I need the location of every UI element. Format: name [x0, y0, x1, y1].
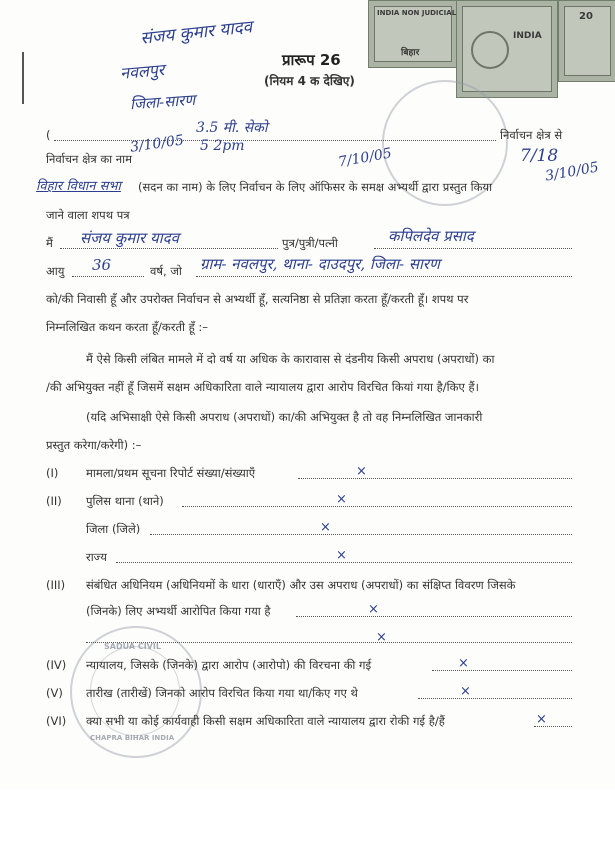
handwritten-date-signature: 7/10/05	[337, 145, 393, 171]
item-2-text: पुलिस थाना (थाने)	[86, 494, 164, 508]
relation-label: पुत्र/पुत्री/पत्नी	[282, 236, 338, 250]
cross-mark-5: ×	[368, 602, 379, 617]
cross-mark-1: ×	[356, 464, 367, 479]
name-prefix: मैं	[46, 236, 53, 250]
handwritten-date-right-top: 7/18	[520, 146, 559, 166]
handwritten-date-left: 3/10/05	[129, 132, 185, 156]
item-1-text: मामला/प्रथम सूचना रिपोर्ट संख्या/संख्याएँ	[86, 466, 256, 480]
margin-mark	[22, 52, 24, 104]
item-2-state: राज्य	[86, 550, 107, 564]
item-2-number: (II)	[46, 494, 62, 508]
father-name: कपिलदेव प्रसाद	[388, 227, 474, 245]
item-2-district: जिला (जिले)	[86, 522, 141, 536]
item-4-text: न्यायालय, जिसके (जिनके) द्वारा आरोप (आरोपो) की विरचना की गई	[86, 658, 372, 672]
handwritten-top-name: संजय कुमार यादव	[139, 17, 253, 49]
item-3-text-cont: (जिनके) लिए अभ्यर्थी आरोपित किया गया है	[86, 604, 271, 618]
cross-mark-2: ×	[336, 492, 347, 507]
age-label: आयु	[46, 264, 65, 278]
item-3-number: (III)	[46, 578, 66, 592]
cross-mark-3: ×	[320, 520, 331, 535]
handwritten-time: 3.5 मी. सेको	[196, 120, 268, 136]
address-value: ग्राम- नवलपुर, थाना- दाउदपुर, जिला- सारण	[200, 255, 440, 273]
handwritten-date-right: 3/10/05	[544, 159, 600, 185]
rule-reference: (नियम 4 क देखिए)	[264, 74, 355, 88]
para2-line1: (यदि अभिसाक्षी ऐसे किसी अपराध (अपराधों) का/की अभियुक्त है तो वह निम्नलिखित जानकारी	[86, 410, 483, 424]
form-title: प्रारूप 26	[282, 51, 341, 69]
item-6-text: क्या सभी या कोई कार्यवाही किसी सक्षम अधिकारिता वाले न्यायालय द्वारा रोकी गई है/हैं	[86, 714, 445, 728]
scan-background	[0, 790, 615, 860]
seal-text-top: SADUA CIVIL	[104, 642, 161, 651]
handwritten-top-village: नवलपुर	[119, 60, 166, 83]
cross-mark-9: ×	[536, 712, 547, 727]
item-1-number: (I)	[46, 466, 59, 480]
resident-line-2: निम्नलिखित कथन करता हूँ/करती हूँ :–	[46, 320, 209, 334]
resident-line-1: को/की निवासी हूँ और उपरोक्त निर्वाचन से अभ्यर्थी हूँ, सत्यनिष्ठा से प्रतिज्ञा करता हूँ/करती हूँ। शपथ पर	[46, 292, 469, 306]
cross-mark-8: ×	[460, 684, 471, 699]
stamp-emblem-icon	[471, 31, 509, 69]
para1-line1: मैं ऐसे किसी लंबित मामले में दो वर्ष या अधिक के कारावास से दंडनीय किसी अपराध (अपराधों) का	[86, 352, 495, 366]
cross-mark-6: ×	[376, 630, 387, 645]
handwritten-top-district: जिला-सारण	[129, 90, 196, 114]
cross-mark-4: ×	[336, 548, 347, 563]
court-fee-stamp-middle: INDIA	[456, 0, 558, 98]
years-label: वर्ष, जो	[150, 264, 182, 278]
handwritten-fee-note: 5 2pm	[200, 138, 245, 154]
constituency-prefix: निर्वाचन क्षेत्र का नाम	[46, 152, 133, 166]
para1-line2: /की अभियुक्त नहीं हूँ जिसमें सक्षम अधिकारिता वाले न्यायालय द्वारा आरोप विरचित कियां गया है/किए हैं।	[46, 380, 479, 394]
cross-mark-7: ×	[458, 656, 469, 671]
court-fee-stamp-right: 20	[558, 0, 615, 82]
affidavit-line: जाने वाला शपथ पत्र	[46, 208, 130, 222]
house-name-line: (सदन का नाम) के लिए निर्वाचन के लिए ऑफिसर के समक्ष अभ्यर्थी द्वारा प्रस्तुत किया	[138, 180, 493, 194]
constituency-name-handwritten: विहार विधान सभा	[36, 179, 121, 194]
item-3-text: संबंधित अधिनियम (अधिनियमों के धारा (धाराएँ) और उस अपराध (अपराधों) का संक्षिप्त विवरण जिसके	[86, 578, 516, 592]
item-5-text: तारीख (तारीखें) जिनको आरोप विरचित किया गया था/किए गए थे	[86, 686, 358, 700]
item-6-number: (VI)	[46, 714, 67, 728]
candidate-name: संजय कुमार यादव	[80, 229, 179, 247]
item-4-number: (IV)	[46, 658, 67, 672]
seal-text-bottom: CHAPRA BIHAR INDIA	[90, 734, 175, 742]
item-5-number: (V)	[46, 686, 63, 700]
affidavit-page: INDIA NON JUDICIAL बिहार INDIA 20 SADUA CIVIL CHAPRA BIHAR INDIA संजय कुमार यादव नवलपुर जिला-सारण प्रारूप 26 (नियम 4 क देखिए) ( निर्वाचन क्षेत्र से 3.5 मी. सेको निर्वाचन क्षेत्र का नाम 3/10/05 5 2pm 7/10/05 7/18 3/10/05 विहार विधान सभा (सदन का नाम) के लिए निर्वाचन के लिए ऑफिसर के समक्ष अभ्यर्थी द्वारा प्रस्तुत किया जाने वाला शपथ पत्र मैं संजय कुमार यादव पुत्र/पुत्री/पत्नी कपिलदेव प्रसाद आयु 36 वर्ष, जो ग्राम- नवलपुर, थाना- दाउदपुर, जिला- सारण को/की निवासी हूँ और उपरोक्त निर्वाचन से अभ्यर्थी हूँ, सत्यनिष्ठा से प्रतिज्ञा करता हूँ/करती हूँ। शपथ पर निम्नलिखित कथन करता हूँ/करती हूँ :– मैं ऐसे किसी लंबित मामले में दो वर्ष या अधिक के कारावास से दंडनीय किसी अपराध (अपराधों) का /की अभियुक्त नहीं हूँ जिसमें सक्षम अधिकारिता वाले न्यायालय द्वारा आरोप विरचित कियां गया है/किए हैं। (यदि अभिसाक्षी ऐसे किसी अपराध (अपराधों) का/की अभियुक्त है तो वह निम्नलिखित जानकारी प्रस्तुत करेगा/करेगी) :– (I) मामला/प्रथम सूचना रिपोर्ट संख्या/संख्याएँ × (II) पुलिस थाना (थाने) × जिला (जिले) × राज्य × (III) संबंधित अधिनियम (अधिनियमों के धारा (धाराएँ) और उस अपराध (अपराधों) का संक्षिप्त विवरण जिसके (जिनके) लिए अभ्यर्थी आरोपित किया गया है × × (IV) न्यायालय, जिसके (जिनके) द्वारा आरोप (आरोपो) की विरचना की गई × (V) तारीख (तारीखें) जिनको आरोप विरचित किया गया था/किए गए थे × (VI) क्या सभी या कोई कार्यवाही किसी सक्षम अधिकारिता वाले न्यायालय द्वारा रोकी गई है/हैं ×	[0, 0, 615, 790]
constituency-line-end: निर्वाचन क्षेत्र से	[500, 128, 563, 142]
para2-line2: प्रस्तुत करेगा/करेगी) :–	[46, 438, 142, 452]
constituency-blank	[54, 140, 496, 141]
age-value: 36	[92, 256, 112, 274]
court-fee-stamp-left: INDIA NON JUDICIAL बिहार	[368, 0, 458, 68]
